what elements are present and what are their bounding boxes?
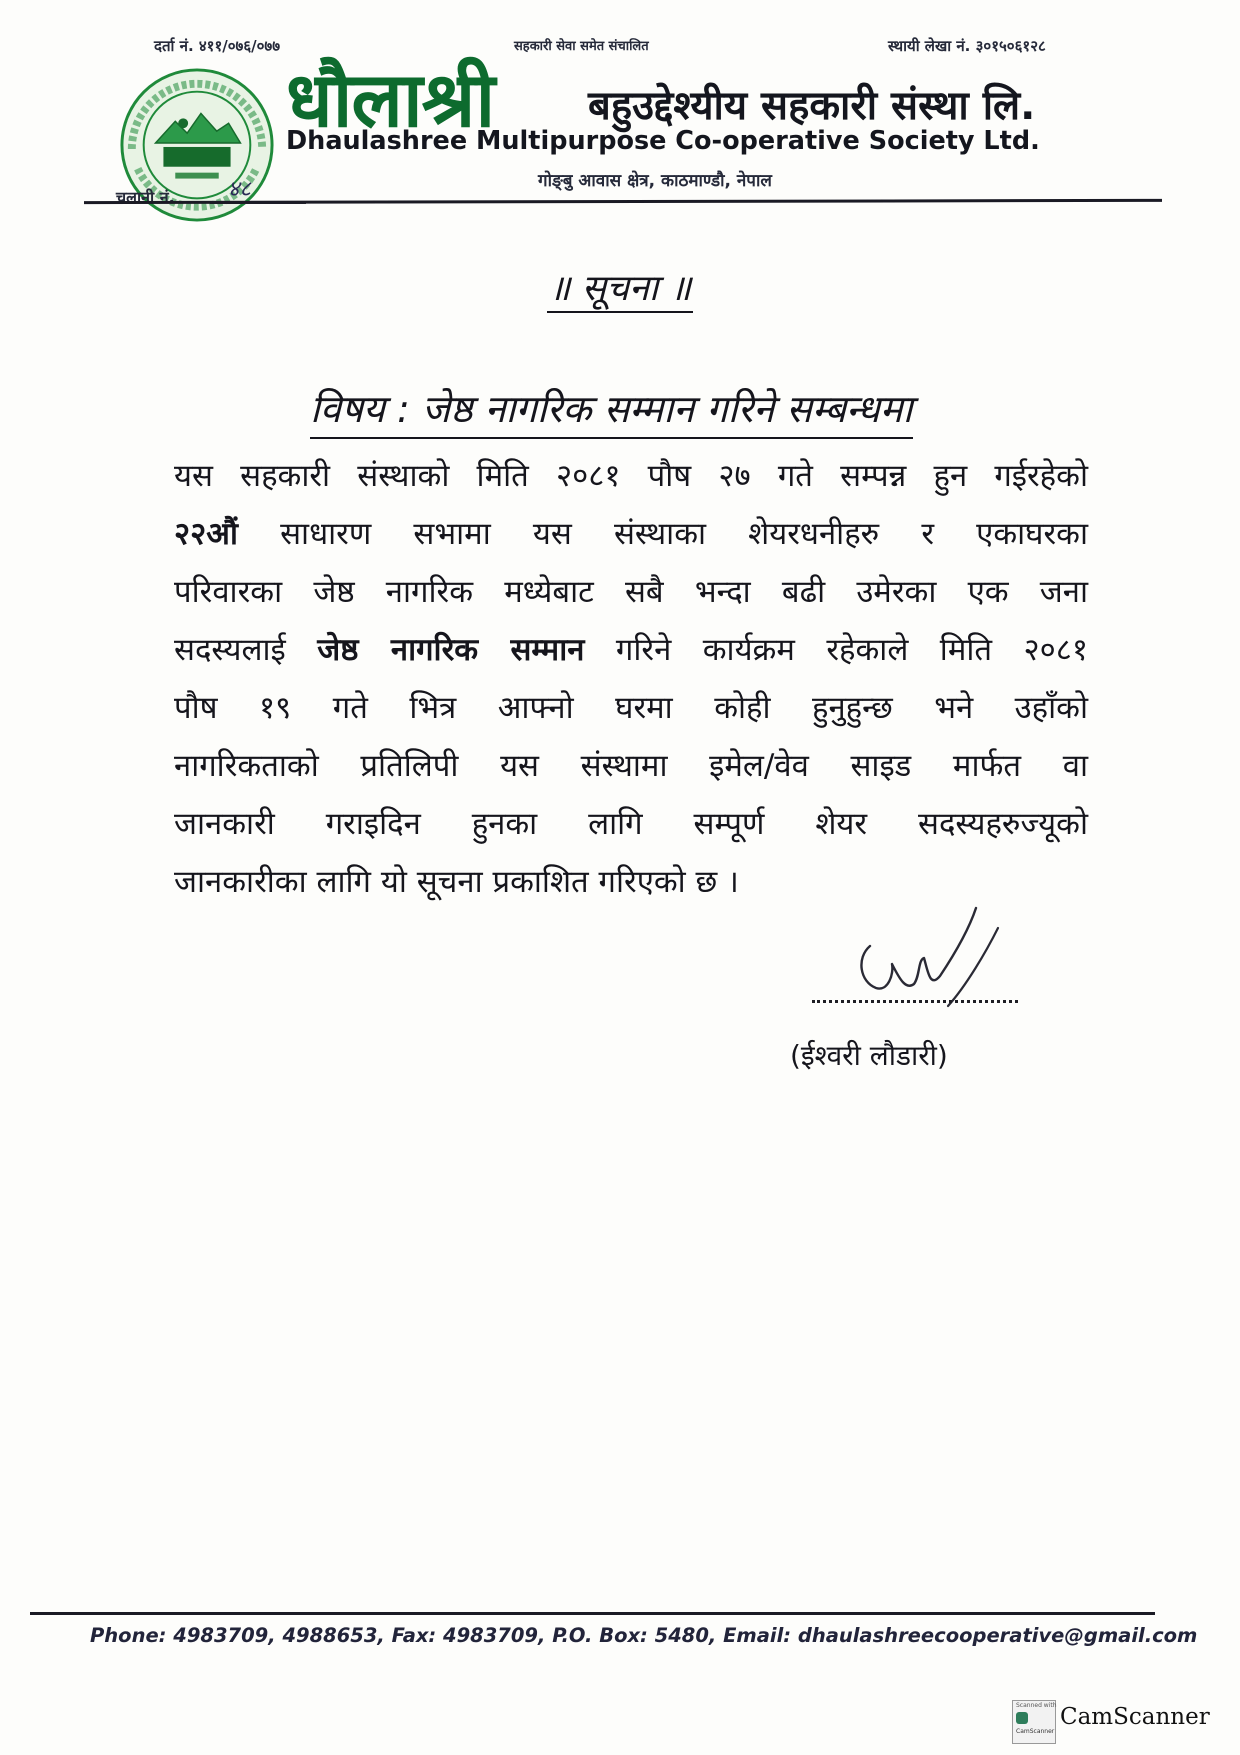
body-line-4 xyxy=(174,632,1088,669)
body-line-7: जानकारी गराइदिन हुनका लागि सम्पूर्ण शेयर सदस्यहरुज्यूको xyxy=(174,806,1088,842)
notice-subject: विषय : जेष्ठ नागरिक सम्मान गरिने सम्बन्धमा xyxy=(310,382,913,439)
pan-number: स्थायी लेखा नं. ३०१५०६१२८ xyxy=(888,37,1046,55)
body-line-1: यस सहकारी संस्थाको मिति २०८१ पौष २७ गते सम्पन्न हुन गईरहेको xyxy=(174,458,1088,494)
scanner-mini-brand: CamScanner xyxy=(1016,1728,1055,1735)
signatory-name: (ईश्वरी लौडारी) xyxy=(790,1039,948,1072)
footer-divider xyxy=(30,1612,1155,1615)
service-note: सहकारी सेवा समेत संचालित xyxy=(514,39,649,54)
body-line-5: पौष १९ गते भित्र आफ्नो घरमा कोही हुनुहुन्छ भने उहाँको xyxy=(174,690,1088,726)
scanner-brand: CamScanner xyxy=(1060,1704,1210,1730)
body-line-2 xyxy=(174,516,1088,553)
body-line-4-lead: सदस्यलाई xyxy=(174,632,286,668)
body-line-2-text: साधारण सभामा यस संस्थाका शेयरधनीहरु र एकाघरका xyxy=(280,516,1088,552)
body-line-3: परिवारका जेष्ठ नागरिक मध्येबाट सबै भन्दा बढी उमेरका एक जना xyxy=(174,574,1088,610)
general-assembly-number: २२औं xyxy=(174,516,238,552)
dispatch-label: चलानी नं. xyxy=(116,188,175,207)
camscanner-icon xyxy=(1016,1712,1028,1724)
notice-title xyxy=(0,262,1240,311)
scanned-with-label: Scanned with xyxy=(1016,1702,1057,1709)
brand-name-np: धौलाश्री xyxy=(286,55,495,144)
footer-contact: Phone: 4983709, 4988653, Fax: 4983709, P.O. Box: 5480, Email: dhaulashreecooperative@gmail.com xyxy=(90,1624,1198,1647)
notice-title-text: ॥ सूचना ॥ xyxy=(547,268,694,313)
senior-honor-phrase: जेष्ठ नागरिक सम्मान xyxy=(317,632,585,668)
org-name-en: Dhaulashree Multipurpose Co-operative Society Ltd. xyxy=(286,126,1040,156)
dispatch-number: ४८ xyxy=(210,173,306,204)
org-address: गोङ्बु आवास क्षेत्र, काठमाण्डौ, नेपाल xyxy=(538,171,772,191)
body-line-6: नागरिकताको प्रतिलिपी यस संस्थामा इमेल/वेव साइड मार्फत वा xyxy=(174,748,1088,784)
signature-line xyxy=(812,1000,1018,1003)
body-line-4-text: गरिने कार्यक्रम रहेकाले मिति २०८१ xyxy=(615,632,1089,668)
org-name-np: बहुउद्देश्यीय सहकारी संस्था लि. xyxy=(588,83,1036,129)
body-line-8: जानकारीका लागि यो सूचना प्रकाशित गरिएको छ । xyxy=(174,864,739,900)
registration-number: दर्ता नं. ४११/०७६/०७७ xyxy=(154,37,281,55)
